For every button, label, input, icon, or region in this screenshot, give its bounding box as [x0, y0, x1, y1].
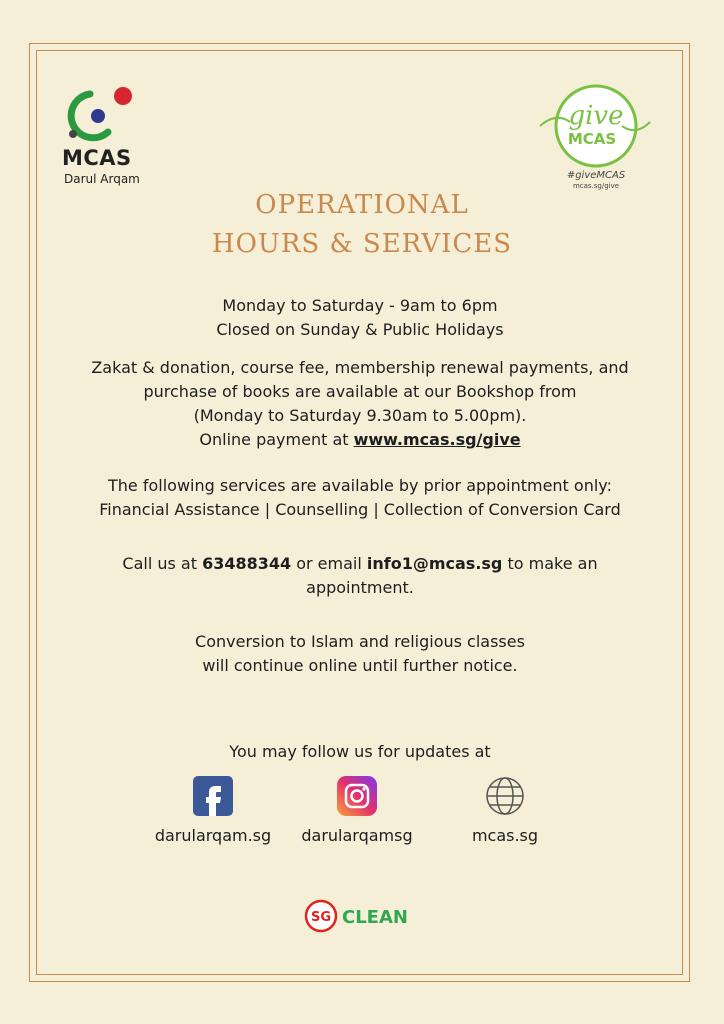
services-line-1: The following services are available by prior appointment only:: [108, 476, 612, 495]
services-block: [40, 474, 680, 522]
facebook-icon: [193, 776, 233, 816]
facebook-handle: darularqam.sg: [154, 826, 272, 845]
give-word: give: [568, 101, 624, 131]
payments-line-1: Zakat & donation, course fee, membership renewal payments, and: [91, 358, 629, 377]
give-tagline: #giveMCAS: [566, 170, 626, 181]
contact-prefix: Call us at: [122, 554, 203, 573]
payments-prefix: Online payment at: [199, 430, 354, 449]
give-mcas-word: MCAS: [567, 130, 617, 148]
hours-line-1: Monday to Saturday - 9am to 6pm: [222, 296, 498, 315]
contact-line-2: appointment.: [306, 578, 414, 597]
contact-line-1: [40, 552, 680, 576]
instagram-link[interactable]: [272, 776, 442, 845]
conversion-line-1: Conversion to Islam and religious classes: [195, 632, 525, 651]
clean-word: CLEAN: [342, 907, 408, 928]
mcas-name: MCAS: [62, 146, 132, 170]
payments-line-2: purchase of books are available at our Bookshop from: [143, 382, 577, 401]
title-line-2: HOURS & SERVICES: [211, 229, 513, 259]
hours-line-2: Closed on Sunday & Public Holidays: [216, 320, 504, 339]
payments-block: [40, 356, 680, 452]
website-link[interactable]: [420, 776, 590, 845]
conversion-line-2: will continue online until further notice.: [202, 656, 518, 675]
contact-block: [40, 552, 680, 600]
title-line-1: OPERATIONAL: [255, 190, 469, 220]
conversion-block: [40, 630, 680, 678]
give-link[interactable]: www.mcas.sg/give: [353, 430, 521, 449]
contact-middle: or email: [291, 554, 367, 573]
services-line-2: Financial Assistance | Counselling | Collection of Conversion Card: [99, 500, 621, 519]
globe-icon: [485, 776, 525, 816]
give-logo-mark: [536, 82, 654, 172]
mcas-subtitle: Darul Arqam: [64, 172, 140, 186]
contact-suffix: to make an: [502, 554, 598, 573]
mcas-logo-mark: [60, 84, 140, 146]
sg-clean-mark: [304, 898, 434, 934]
follow-heading: You may follow us for updates at: [229, 742, 491, 761]
instagram-handle: darularqamsg: [301, 826, 413, 845]
give-url: mcas.sg/give: [572, 182, 620, 190]
payments-line-4: [40, 428, 680, 452]
instagram-icon: [337, 776, 377, 816]
payments-line-3: (Monday to Saturday 9.30am to 5.00pm).: [193, 406, 527, 425]
mcas-logo: [60, 84, 150, 194]
phone-number[interactable]: 63488344: [202, 554, 292, 573]
email-address[interactable]: info1@mcas.sg: [366, 554, 503, 573]
website-url: mcas.sg: [471, 826, 539, 845]
sg-badge-text: SG: [310, 910, 332, 925]
hours-block: [40, 294, 680, 342]
give-mcas-logo: [536, 82, 654, 194]
sg-clean-logo: [304, 898, 434, 934]
